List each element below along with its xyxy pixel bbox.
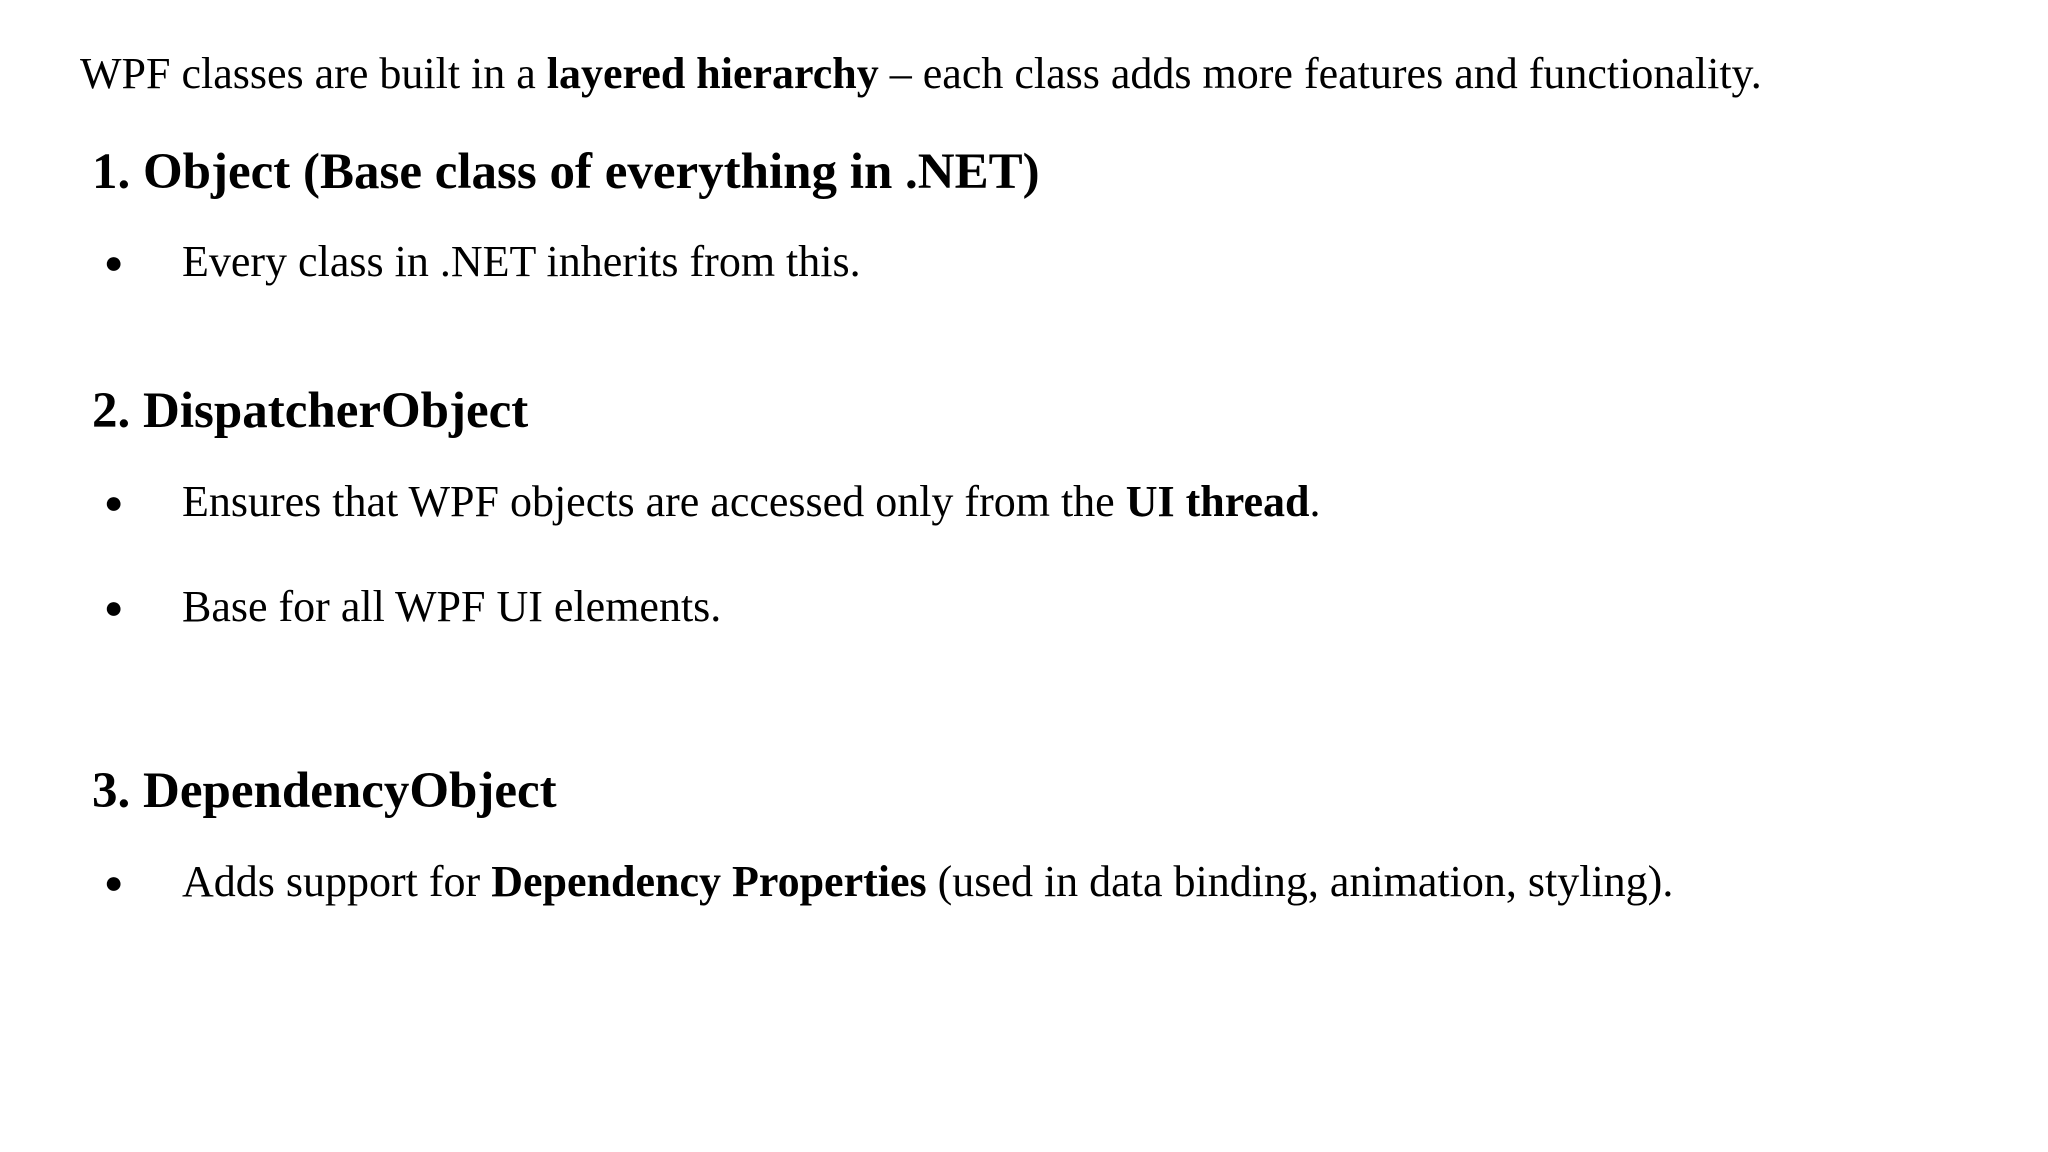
list-item <box>104 472 1320 532</box>
intro-text: WPF classes are built in a <box>80 49 547 98</box>
bullet-text: Ensures that WPF objects are accessed only from the UI thread. <box>182 477 1321 526</box>
bullet-icon: ● <box>104 589 124 625</box>
intro-bold-text: layered hierarchy <box>546 49 879 98</box>
bullet-text: Adds support for Dependency Properties (used in data binding, animation, styling). <box>182 857 1674 906</box>
intro-text-end: – each class adds more features and functionality. <box>878 49 1762 98</box>
bullet-text: Base for all WPF UI elements. <box>182 582 722 631</box>
bullet-icon: ● <box>104 484 124 520</box>
bullet-icon: ● <box>104 244 124 280</box>
list-item <box>104 232 861 292</box>
bullet-icon: ● <box>104 864 124 900</box>
list-item <box>104 577 721 637</box>
section-heading-dispatcherobject: 2. DispatcherObject <box>92 383 529 439</box>
list-item <box>104 852 1673 912</box>
bullet-text: Every class in .NET inherits from this. <box>182 237 861 286</box>
section-heading-object: 1. Object (Base class of everything in .NET) <box>92 144 1040 200</box>
intro-paragraph <box>80 44 1762 104</box>
section-heading-dependencyobject: 3. DependencyObject <box>92 763 557 819</box>
